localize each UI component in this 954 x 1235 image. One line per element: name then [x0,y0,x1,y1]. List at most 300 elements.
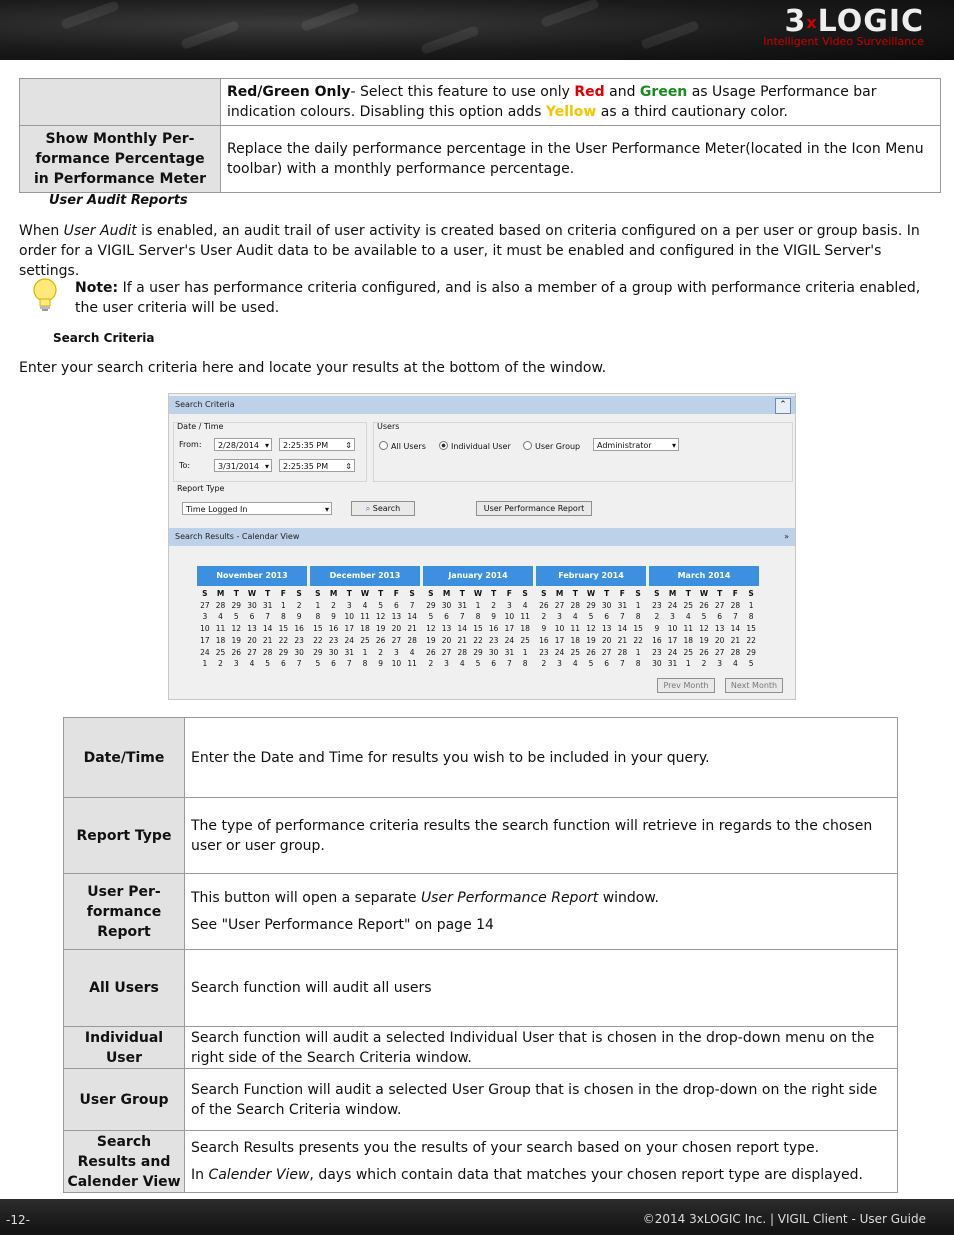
calendar-day[interactable]: 11 [215,624,226,634]
calendar-day[interactable]: 1 [280,600,286,610]
calendar-day[interactable]: 25 [683,647,694,657]
options-table [19,78,941,193]
field-name: All Users [64,950,185,1027]
calendar-day[interactable]: 6 [604,612,610,622]
calendar-day[interactable]: 9 [654,624,660,634]
calendar-day[interactable]: 3 [557,612,562,622]
calendar-day[interactable]: 12 [426,624,436,634]
calendar-day[interactable]: 27 [391,635,402,645]
calendar-day[interactable]: 5 [233,612,239,622]
calendar-day[interactable]: 20 [247,635,257,645]
calendar-day[interactable]: 28 [407,635,417,645]
subsection-heading: Search Criteria [53,331,155,345]
calendar-day[interactable]: 8 [280,612,286,622]
date-time-label: Date / Time [177,422,224,431]
calendar-day[interactable]: 30 [328,647,339,657]
field-description: Search function will audit all users [185,950,898,1027]
calendar-day[interactable]: 5 [265,659,271,669]
calendar-day[interactable]: 20 [601,635,612,645]
calendar-day[interactable]: 13 [247,624,257,634]
calendar-day[interactable]: 7 [346,659,352,669]
calendar-day[interactable]: 29 [473,647,483,657]
calendar-day[interactable]: 26 [231,647,242,657]
calendar-day[interactable]: 23 [488,635,499,645]
field-name: Search Results and Calender View [64,1131,185,1193]
weekday-header: S [522,589,528,598]
weekday-header: M [329,589,338,598]
calendar-day[interactable]: 29 [313,647,323,657]
calendar-day[interactable]: 28 [457,647,468,657]
page-banner [0,0,954,60]
calendar-day[interactable]: 4 [572,612,578,622]
calendar-month-title: December 2013 [310,566,420,586]
calendar-day[interactable]: 5 [588,659,594,669]
search-criteria-screenshot [168,393,796,700]
calendar-day[interactable]: 21 [457,635,468,645]
calendar-day[interactable]: 22 [278,635,289,645]
calendar-day[interactable]: 2 [331,600,336,610]
calendar-day[interactable]: 18 [215,635,226,645]
weekday-header: S [748,589,754,598]
calendar-day[interactable]: 14 [730,624,741,634]
calendar-month-title: March 2014 [649,566,759,586]
weekday-header: S [654,589,660,598]
to-date-input[interactable]: 3/31/2014 ▾ [214,459,272,472]
calendar-day[interactable]: 16 [539,635,549,645]
calendar-day[interactable]: 24 [667,600,678,610]
weekday-header: S [428,589,434,598]
search-fields-table [63,717,898,1193]
calendar-day[interactable]: 5 [588,612,594,622]
field-name: User Group [64,1069,185,1131]
calendar-day[interactable]: 3 [717,659,723,669]
calendar-day[interactable]: 26 [539,600,549,610]
calendar-day[interactable]: 21 [262,635,273,645]
date-time-group [173,422,367,482]
calendar-day[interactable]: 30 [294,647,304,657]
calendar-day[interactable]: 8 [362,659,368,669]
calendar-day[interactable]: 18 [570,635,581,645]
calendar-day[interactable]: 3 [346,600,352,610]
calendar-day[interactable]: 2 [541,612,547,622]
calendar-month [423,566,533,670]
calendar-day[interactable]: 17 [554,635,565,645]
calendar-month [536,566,646,670]
options-row-desc: Replace the daily performance percentage in the User Performance Meter(located in the Icon Menu toolbar) with a monthly performance percentage. [221,126,941,193]
calendar-day[interactable]: 7 [619,612,625,622]
calendar-day[interactable]: 24 [667,647,678,657]
calendar-day[interactable]: 25 [215,647,226,657]
calendar-day[interactable]: 15 [633,624,643,634]
calendar-day[interactable]: 16 [328,624,339,634]
calendar-day[interactable]: 2 [701,659,707,669]
calendar-day[interactable]: 24 [504,635,515,645]
calendar-day[interactable]: 28 [570,600,581,610]
weekday-header: F [619,589,625,598]
calendar-day[interactable]: 27 [554,600,565,610]
weekday-header: W [473,589,483,598]
calendar-day[interactable]: 2 [541,659,547,669]
calendar-day[interactable]: 31 [504,647,515,657]
search-results-bar: Search Results - Calendar View » [169,528,795,546]
weekday-header: F [732,589,738,598]
calendar-day[interactable]: 29 [746,647,756,657]
calendar-day[interactable]: 23 [294,635,304,645]
calendar-day[interactable]: 25 [520,635,530,645]
calendar-day[interactable]: 18 [520,624,530,634]
individual-user-radio[interactable]: Individual User [439,441,511,451]
calendar-day[interactable]: 19 [426,635,436,645]
calendar-day[interactable]: 4 [732,659,738,669]
calendar-day[interactable]: 25 [360,635,370,645]
calendar-day[interactable]: 15 [746,624,756,634]
lightbulb-icon [31,277,59,313]
field-description: Search function will audit a selected Individual User that is chosen in the drop-down menu on the right side of the Search Criteria window. [185,1027,898,1069]
calendar-day[interactable]: 28 [730,647,741,657]
calendar-day[interactable]: 10 [391,659,402,669]
calendar-day[interactable]: 6 [393,600,399,610]
calendar-day[interactable]: 27 [714,647,725,657]
user-performance-report-button[interactable]: User Performance Report [476,501,592,516]
calendar-day[interactable]: 6 [604,659,610,669]
calendar-day[interactable]: 27 [601,647,612,657]
calendar-day[interactable]: 12 [586,624,596,634]
calendar-day[interactable]: 19 [699,635,709,645]
from-label: From: [179,440,202,449]
calendar-day[interactable]: 5 [315,659,321,669]
page-number: -12- [6,1213,30,1227]
calendar-day[interactable]: 14 [262,624,273,634]
calendar-day[interactable]: 30 [247,600,257,610]
calendar-day[interactable]: 11 [360,612,370,622]
calendar-day[interactable]: 8 [522,659,528,669]
calendar-day[interactable]: 14 [457,624,468,634]
calendar-day[interactable]: 7 [619,659,625,669]
calendar-day[interactable]: 1 [362,647,368,657]
calendar-day[interactable]: 6 [717,612,723,622]
calendar-day[interactable]: 26 [586,647,596,657]
calendar-day[interactable]: 21 [730,635,741,645]
from-time-input[interactable]: 2:25:35 PM ⇕ [279,438,355,451]
user-select[interactable]: Administrator ▾ [593,438,679,451]
calendar-day[interactable]: 13 [391,612,402,622]
calendar-day[interactable]: 11 [570,624,581,634]
calendar-day[interactable]: 14 [617,624,628,634]
calendar-day[interactable]: 9 [541,624,547,634]
weekday-header: M [216,589,225,598]
field-name: User Per-formance Report [64,874,185,950]
calendar-day[interactable]: 15 [473,624,483,634]
calendar-day[interactable]: 9 [296,612,302,622]
calendar-day[interactable]: 3 [557,659,562,669]
calendar-day[interactable]: 9 [378,659,384,669]
calendar-day[interactable]: 1 [635,647,641,657]
weekday-header: T [346,589,352,598]
users-group [373,422,793,482]
calendar-day[interactable]: 31 [617,600,628,610]
subsection-paragraph: Enter your search criteria here and locate your results at the bottom of the window. [19,360,607,376]
to-label: To: [179,461,191,470]
calendar-day[interactable]: 27 [247,647,257,657]
calendar-day[interactable]: 2 [654,612,660,622]
calendar-day[interactable]: 23 [652,600,662,610]
calendar-day[interactable]: 10 [667,624,678,634]
calendar-day[interactable]: 29 [586,600,596,610]
calendar-day[interactable]: 7 [409,600,415,610]
calendar-day[interactable]: 4 [409,647,415,657]
weekday-header: W [360,589,370,598]
calendar-day[interactable]: 31 [457,600,468,610]
weekday-header: W [586,589,596,598]
report-type-label: Report Type [177,484,225,493]
calendar-day[interactable]: 28 [617,647,628,657]
calendar-day[interactable]: 24 [344,635,355,645]
calendar-day[interactable]: 20 [441,635,452,645]
calendar-day[interactable]: 5 [378,600,384,610]
calendar-day[interactable]: 2 [428,659,434,669]
calendar-day[interactable]: 29 [231,600,242,610]
calendar-day[interactable]: 11 [407,659,417,669]
all-users-radio[interactable]: All Users [379,441,426,451]
calendar-day[interactable]: 2 [218,659,223,669]
calendar-day[interactable]: 11 [683,624,694,634]
calendar-day[interactable]: 19 [375,624,386,634]
calendar-day[interactable]: 4 [218,612,223,622]
options-row-desc: Red/Green Only- Select this feature to use only Red and Green as Usage Performance bar indication colours. Disabling this option adds Yellow as a third cautionary color. [221,79,941,126]
report-type-select[interactable]: Time Logged In ▾ [182,502,332,515]
calendar-day[interactable]: 19 [231,635,242,645]
weekday-header: W [247,589,257,598]
calendar-day[interactable]: 4 [572,659,578,669]
weekday-header: F [280,589,286,598]
weekday-header: F [506,589,512,598]
field-name: Date/Time [64,718,185,798]
calendar-day[interactable]: 31 [344,647,355,657]
weekday-header: W [699,589,709,598]
calendar-day[interactable]: 3 [506,600,512,610]
calendar-day[interactable]: 12 [231,624,242,634]
field-description: This button will open a separate User Performance Report window. See "User Performance Report" on page 14 [185,874,898,950]
calendar-day[interactable]: 4 [249,659,255,669]
calendar-day[interactable]: 30 [441,600,452,610]
to-time-input[interactable]: 2:25:35 PM ⇕ [279,459,355,472]
calendar-day[interactable]: 6 [331,659,336,669]
collapse-icon[interactable]: ⌃ [775,398,791,414]
weekday-header: S [541,589,547,598]
calendar-day[interactable]: 3 [233,659,239,669]
calendar-day[interactable]: 30 [601,600,612,610]
calendar-day[interactable]: 28 [730,600,741,610]
calendar-day[interactable]: 16 [294,624,304,634]
calendar-day[interactable]: 18 [683,635,694,645]
search-criteria-bar: Search Criteria [169,396,795,414]
options-row-header: Show Monthly Per-formance Percentage in Performance Meter [20,126,221,193]
user-group-radio[interactable]: User Group [523,441,580,451]
company-logo: 3xLOGIC Intelligent Video Surveillance [763,4,924,48]
search-button[interactable]: ⌕ Search [351,501,415,516]
calendar-day[interactable]: 30 [652,659,662,669]
calendar-day[interactable]: 29 [426,600,436,610]
weekday-header: S [296,589,302,598]
calendar-day[interactable]: 17 [504,624,515,634]
calendar-day[interactable]: 17 [200,635,210,645]
calendar-day[interactable]: 23 [328,635,339,645]
calendar-day[interactable]: 5 [748,659,754,669]
calendar-day[interactable]: 16 [488,624,499,634]
calendar-day[interactable]: 11 [520,612,530,622]
calendar-day[interactable]: 25 [570,647,581,657]
calendar-day[interactable]: 22 [746,635,756,645]
calendar-day[interactable]: 27 [200,600,210,610]
calendar-day[interactable]: 20 [714,635,725,645]
calendar-day[interactable]: 9 [491,612,497,622]
calendar-day[interactable]: 8 [635,659,641,669]
calendar-day[interactable]: 31 [667,659,678,669]
field-description: The type of performance criteria results the search function will retrieve in regards to the chosen user or user group. [185,798,898,874]
calendar-day[interactable]: 7 [296,659,302,669]
weekday-header: S [409,589,415,598]
weekday-header: M [668,589,677,598]
calendar-day[interactable]: 13 [441,624,452,634]
calendar-day[interactable]: 12 [375,612,386,622]
calendar-month [310,566,420,670]
calendar-day[interactable]: 3 [444,659,449,669]
calendar-day[interactable]: 23 [539,647,549,657]
calendar-day[interactable]: 7 [732,612,738,622]
page-footer [0,1199,954,1235]
calendar-day[interactable]: 24 [554,647,565,657]
calendar-day[interactable]: 10 [344,612,355,622]
calendar-day[interactable]: 5 [475,659,481,669]
calendar-day[interactable]: 30 [488,647,499,657]
users-label: Users [377,422,400,431]
weekday-header: T [685,589,691,598]
field-description: Search Results presents you the results of your search based on your chosen report type. In Calender View, days which contain data that matches your chosen report type are displayed. [185,1131,898,1193]
weekday-header: M [555,589,564,598]
calendar-day[interactable]: 24 [200,647,210,657]
intro-paragraph: When User Audit is enabled, an audit trail of user activity is created based on criteria configured on a per user or group basis. In order for a VIGIL Server's User Audit data to be available to a user, it must be enabled and configured in the VIGIL Server's settings. [19,223,920,279]
weekday-header: F [393,589,399,598]
weekday-header: T [572,589,578,598]
calendar-day[interactable]: 21 [407,624,417,634]
note-paragraph: Note: If a user has performance criteria configured, and is also a member of a group with performance criteria enabled, the user criteria will be used. [75,280,921,316]
calendar-day[interactable]: 10 [200,624,210,634]
calendar-day[interactable]: 16 [652,635,662,645]
calendar-day[interactable]: 1 [522,647,528,657]
weekday-header: T [491,589,497,598]
calendar-day[interactable]: 7 [265,612,271,622]
calendar-day[interactable]: 12 [699,624,709,634]
from-date-input[interactable]: 2/28/2014 ▾ [214,438,272,451]
calendar-day[interactable]: 4 [459,659,465,669]
calendar-day[interactable]: 6 [249,612,255,622]
calendar-day[interactable]: 17 [344,624,355,634]
calendar-day[interactable]: 26 [699,600,709,610]
calendar-day[interactable]: 2 [296,600,302,610]
calendar-day[interactable]: 5 [428,612,434,622]
field-name: Report Type [64,798,185,874]
calendar-day[interactable]: 13 [601,624,612,634]
calendar-day[interactable]: 8 [748,612,754,622]
calendar-day[interactable]: 26 [699,647,709,657]
calendar-day[interactable]: 28 [262,647,273,657]
calendar-day[interactable]: 10 [504,612,515,622]
calendar-day[interactable]: 4 [362,600,368,610]
options-row-header-empty [20,79,221,126]
calendar-day[interactable]: 7 [506,659,512,669]
calendar-day[interactable]: 20 [391,624,402,634]
calendar-day[interactable]: 14 [407,612,417,622]
next-month-button[interactable]: Next Month [725,678,783,693]
calendar-day[interactable]: 26 [426,647,436,657]
calendar-day[interactable]: 15 [313,624,323,634]
page-reference-link[interactable]: See "User Performance Report" on page 14 [191,917,494,933]
prev-month-button[interactable]: Prev Month [657,678,715,693]
weekday-header: T [265,589,271,598]
calendar-day[interactable]: 25 [683,600,694,610]
calendar-day[interactable]: 8 [635,612,641,622]
calendar-day[interactable]: 15 [278,624,289,634]
field-description: Enter the Date and Time for results you wish to be included in your query. [185,718,898,798]
calendar-day[interactable]: 10 [554,624,565,634]
calendar-day[interactable]: 1 [202,659,208,669]
calendar-day[interactable]: 3 [670,612,675,622]
weekday-header: T [459,589,465,598]
calendar-day[interactable]: 1 [475,600,481,610]
calendar-day[interactable]: 23 [652,647,662,657]
calendar-day[interactable]: 18 [360,624,370,634]
calendar-day[interactable]: 31 [262,600,273,610]
calendar-day[interactable]: 28 [215,600,226,610]
calendar-day[interactable]: 6 [491,659,497,669]
weekday-header: T [378,589,384,598]
calendar-day[interactable]: 9 [331,612,336,622]
calendar-day[interactable]: 3 [393,647,399,657]
calendar-day[interactable]: 22 [633,635,643,645]
calendar-day[interactable]: 2 [378,647,384,657]
calendar-day[interactable]: 27 [441,647,452,657]
calendar-day[interactable]: 17 [667,635,678,645]
calendar-day[interactable]: 2 [491,600,497,610]
calendar-day[interactable]: 19 [586,635,596,645]
calendar-day[interactable]: 13 [714,624,725,634]
calendar-day[interactable]: 7 [459,612,465,622]
calendar-day[interactable]: 5 [701,612,707,622]
calendar-day[interactable]: 4 [685,612,691,622]
calendar-day[interactable]: 4 [522,600,528,610]
calendar-day[interactable]: 22 [313,635,323,645]
calendar-day[interactable]: 21 [617,635,628,645]
calendar-month-title: February 2014 [536,566,646,586]
calendar-day[interactable]: 27 [714,600,725,610]
calendar-day[interactable]: 6 [444,612,449,622]
calendar-day[interactable]: 1 [635,600,641,610]
copyright-text: ©2014 3xLOGIC Inc. | VIGIL Client - User Guide [642,1212,926,1226]
calendar-month-title: November 2013 [197,566,307,586]
calendar-month [649,566,759,670]
weekday-header: M [442,589,451,598]
calendar-day[interactable]: 1 [685,659,691,669]
calendar-day[interactable]: 22 [473,635,483,645]
calendar-day[interactable]: 26 [375,635,386,645]
calendar-day[interactable]: 1 [748,600,754,610]
calendar-day[interactable]: 3 [202,612,208,622]
calendar-day[interactable]: 29 [278,647,289,657]
calendar-day[interactable]: 1 [315,600,321,610]
calendar-day[interactable]: 6 [280,659,286,669]
calendar-day[interactable]: 8 [475,612,481,622]
calendar-day[interactable]: 8 [315,612,321,622]
